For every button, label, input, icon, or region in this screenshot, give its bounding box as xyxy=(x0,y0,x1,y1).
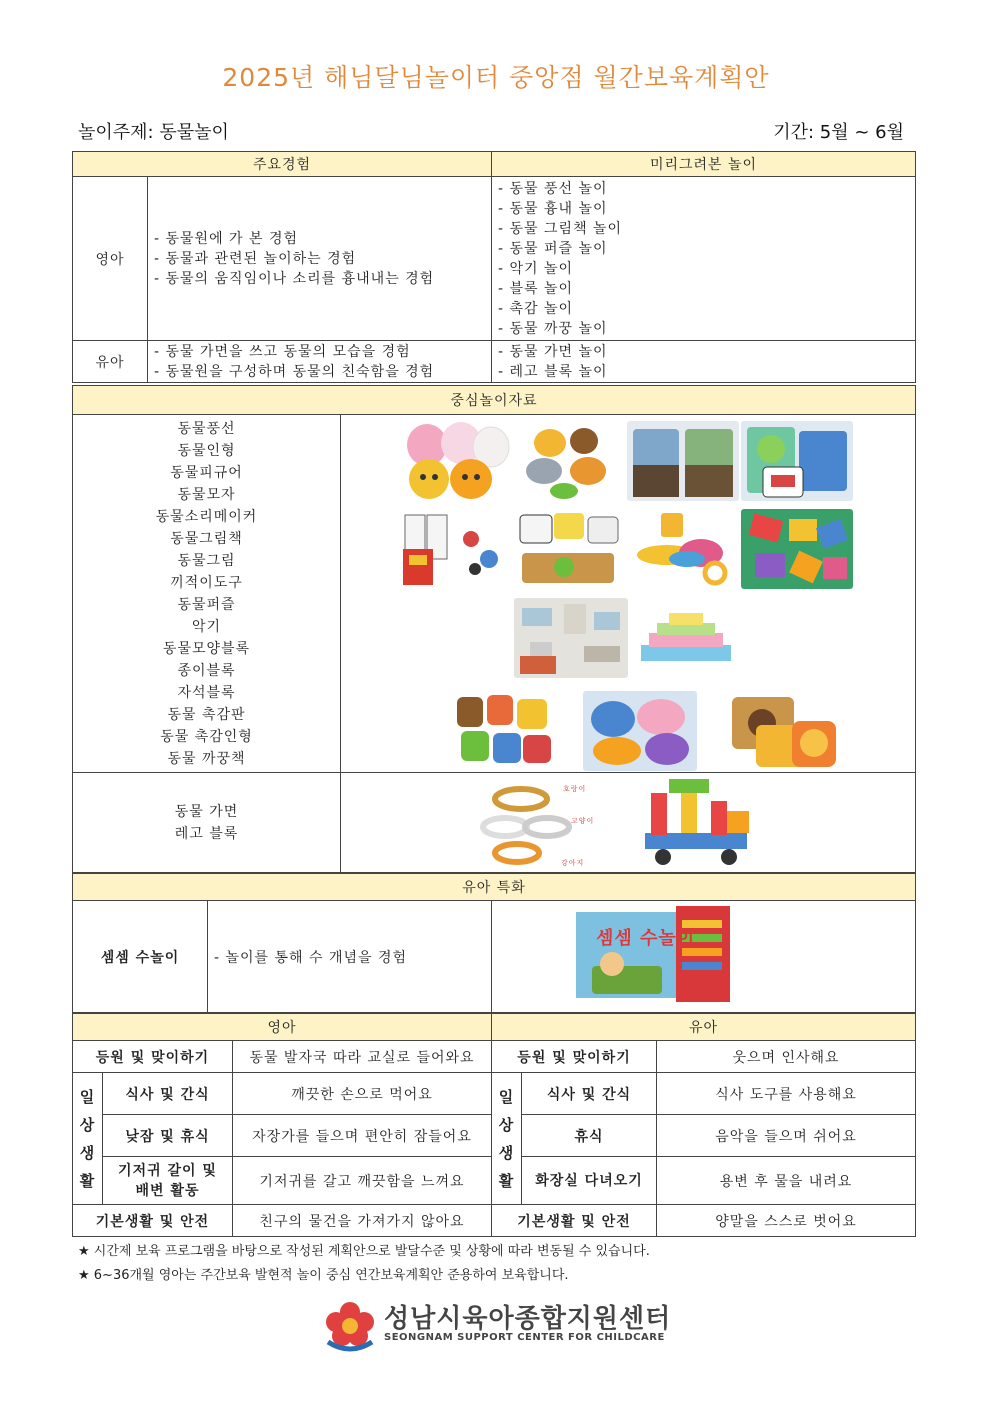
list-item: 동물 촉감인형 xyxy=(160,728,253,745)
header-infant: 영아 xyxy=(73,1014,492,1041)
list-item: - 동물 풍선 놀이 xyxy=(498,180,608,197)
sound-maker-photo xyxy=(741,421,853,501)
list-item: - 동물 흉내 놀이 xyxy=(498,200,608,217)
footnote-2: ★ 6~36개월 영아는 주간보육 발현적 놀이 중심 연간보육계획안 준용하여 보육합니다. xyxy=(78,1268,569,1283)
list-item: - 동물 퍼즐 놀이 xyxy=(498,240,608,257)
list-item: - 촉감 놀이 xyxy=(498,300,574,317)
header-materials: 중심놀이자료 xyxy=(73,386,916,415)
infant-row-label-safety: 기본생활 및 안전 xyxy=(73,1205,233,1237)
toddler-daily-life-label xyxy=(492,1073,522,1205)
toddler-material-list xyxy=(73,773,341,873)
toddler-row-label-toilet: 화장실 다녀오기 xyxy=(522,1157,657,1205)
paper-blocks-photo xyxy=(514,598,628,678)
special-program-photo-cell xyxy=(492,901,916,1013)
animal-balloons-photo xyxy=(399,421,513,501)
mask-label-dog: 강아지 xyxy=(561,859,585,867)
list-item: - 동물과 관련된 놀이하는 경험 xyxy=(154,250,357,267)
list-item: 끼적이도구 xyxy=(170,574,243,591)
daily-life-vertical-text: 일상생활 xyxy=(79,1087,96,1190)
infant-row-value-nap: 자장가를 들으며 편안히 잠들어요 xyxy=(233,1115,492,1157)
infant-row-label-meal: 식사 및 간식 xyxy=(103,1073,233,1115)
list-item: 동물 까꿍책 xyxy=(167,750,246,767)
infant-material-list xyxy=(73,415,341,773)
list-item: 동물소리메이커 xyxy=(155,508,258,525)
infant-row-label-arrival: 등원 및 맞이하기 xyxy=(73,1041,233,1073)
center-logo xyxy=(322,1298,672,1352)
magnetic-blocks-photo xyxy=(633,605,739,671)
list-item: 종이블록 xyxy=(177,662,236,679)
list-item: - 동물 그림책 놀이 xyxy=(498,220,623,237)
infant-row-value-diaper: 기저귀를 갈고 깨끗함을 느껴요 xyxy=(233,1157,492,1205)
toddler-row-value-safety: 양말을 스스로 벗어요 xyxy=(657,1205,916,1237)
header-toddler-special: 유아 특화 xyxy=(73,874,916,901)
toddler-play-list xyxy=(492,341,916,383)
experience-table xyxy=(72,151,916,383)
list-item: 동물 촉감판 xyxy=(167,706,246,723)
mask-label-cat: 고양이 xyxy=(571,817,595,825)
infant-row-value-arrival: 동물 발자국 따라 교실로 들어와요 xyxy=(233,1041,492,1073)
page-title: 2025년 해님달님놀이터 중앙점 월간보육계획안 xyxy=(222,63,770,92)
theme-label: 놀이주제: 동물놀이 xyxy=(78,122,229,143)
special-program-table xyxy=(72,873,916,1013)
list-item: - 악기 놀이 xyxy=(498,260,574,277)
animal-puzzle-photo xyxy=(627,509,739,589)
special-program-name: 셈셈 수놀이 xyxy=(73,901,208,1013)
infant-experience-list xyxy=(148,177,492,341)
board-game-box-photo xyxy=(572,904,734,1010)
list-item: 동물그림책 xyxy=(170,530,243,547)
toddler-experience-list xyxy=(148,341,492,383)
toddler-row-value-meal: 식사 도구를 사용해요 xyxy=(657,1073,916,1115)
infant-row-value-meal: 깨끗한 손으로 먹어요 xyxy=(233,1073,492,1115)
infant-row-label-diaper: 기저귀 갈이 및 배변 활동 xyxy=(103,1157,233,1205)
infant-row-label-nap: 낮잠 및 휴식 xyxy=(103,1115,233,1157)
lego-blocks-photo xyxy=(641,773,755,869)
animal-hats-photo xyxy=(627,421,739,501)
header-planned-play: 미리그려본 놀이 xyxy=(492,152,916,177)
list-item: - 블록 놀이 xyxy=(498,280,574,297)
toddler-row-value-arrival: 웃으며 인사해요 xyxy=(657,1041,916,1073)
list-item: - 동물원을 구성하며 동물의 친숙함을 경험 xyxy=(154,363,435,380)
animal-drawing-tools-photo xyxy=(514,509,622,589)
toddler-row-label-meal: 식사 및 간식 xyxy=(522,1073,657,1115)
toddler-material-photos xyxy=(341,773,916,873)
materials-table xyxy=(72,385,916,873)
list-item: 동물인형 xyxy=(177,442,236,459)
infant-daily-life-label xyxy=(73,1073,103,1205)
period-label: 기간: 5월 ~ 6월 xyxy=(773,122,904,143)
animal-blocks-photo xyxy=(741,509,853,589)
animal-peekaboo-book-photo xyxy=(726,691,840,771)
logo-name-en: SEONGNAM SUPPORT CENTER FOR CHILDCARE xyxy=(384,1332,665,1343)
list-item: 동물모양블록 xyxy=(162,640,251,657)
list-item: 동물그림 xyxy=(177,552,236,569)
toddler-row-label-arrival: 등원 및 맞이하기 xyxy=(492,1041,657,1073)
daily-life-table xyxy=(72,1013,916,1237)
list-item: 동물모자 xyxy=(177,486,236,503)
toddler-label: 유아 xyxy=(73,341,148,383)
animal-picture-books-photo xyxy=(401,509,513,589)
infant-label: 영아 xyxy=(73,177,148,341)
infant-play-list xyxy=(492,177,916,341)
list-item: 동물퍼즐 xyxy=(177,596,236,613)
list-item: 레고 블록 xyxy=(174,825,239,842)
animal-figures-photo xyxy=(514,421,622,501)
list-item: - 동물 가면을 쓰고 동물의 모습을 경험 xyxy=(154,343,411,360)
list-item: 동물풍선 xyxy=(177,420,236,437)
list-item: - 동물원에 가 본 경험 xyxy=(154,230,299,247)
animal-touch-board-photo xyxy=(449,687,557,771)
list-item: 자석블록 xyxy=(177,684,236,701)
logo-name-ko: 성남시육아종합지원센터 xyxy=(384,1304,672,1334)
list-item: - 동물의 움직임이나 소리를 흉내내는 경험 xyxy=(154,270,435,287)
toddler-row-value-rest: 음악을 들으며 쉬어요 xyxy=(657,1115,916,1157)
infant-row-value-safety: 친구의 물건을 가져가지 않아요 xyxy=(233,1205,492,1237)
mask-label-tiger: 호랑이 xyxy=(563,785,587,793)
list-item: 동물 가면 xyxy=(174,803,239,820)
list-item: 악기 xyxy=(191,618,222,635)
daily-life-vertical-text: 일상생활 xyxy=(498,1087,515,1190)
toddler-row-value-toilet: 용변 후 물을 내려요 xyxy=(657,1157,916,1205)
header-main-experience: 주요경험 xyxy=(73,152,492,177)
special-program-description: - 놀이를 통해 수 개념을 경험 xyxy=(208,901,492,1013)
toddler-row-label-safety: 기본생활 및 안전 xyxy=(492,1205,657,1237)
infant-material-photos xyxy=(341,415,916,773)
board-game-title: 셈셈 수놀이 xyxy=(596,928,696,949)
list-item: - 동물 까꿍 놀이 xyxy=(498,320,608,337)
header-toddler: 유아 xyxy=(492,1014,916,1041)
flower-logo-icon xyxy=(322,1298,378,1352)
animal-masks-photo xyxy=(471,779,595,869)
footnote-1: ★ 시간제 보육 프로그램을 바탕으로 작성된 계획안으로 발달수준 및 상황에 따라 변동될 수 있습니다. xyxy=(78,1244,650,1259)
list-item: - 동물 가면 놀이 xyxy=(498,343,608,360)
toddler-row-label-rest: 휴식 xyxy=(522,1115,657,1157)
animal-touch-doll-photo xyxy=(583,691,697,771)
list-item: 동물피규어 xyxy=(170,464,243,481)
list-item: - 레고 블록 놀이 xyxy=(498,363,608,380)
